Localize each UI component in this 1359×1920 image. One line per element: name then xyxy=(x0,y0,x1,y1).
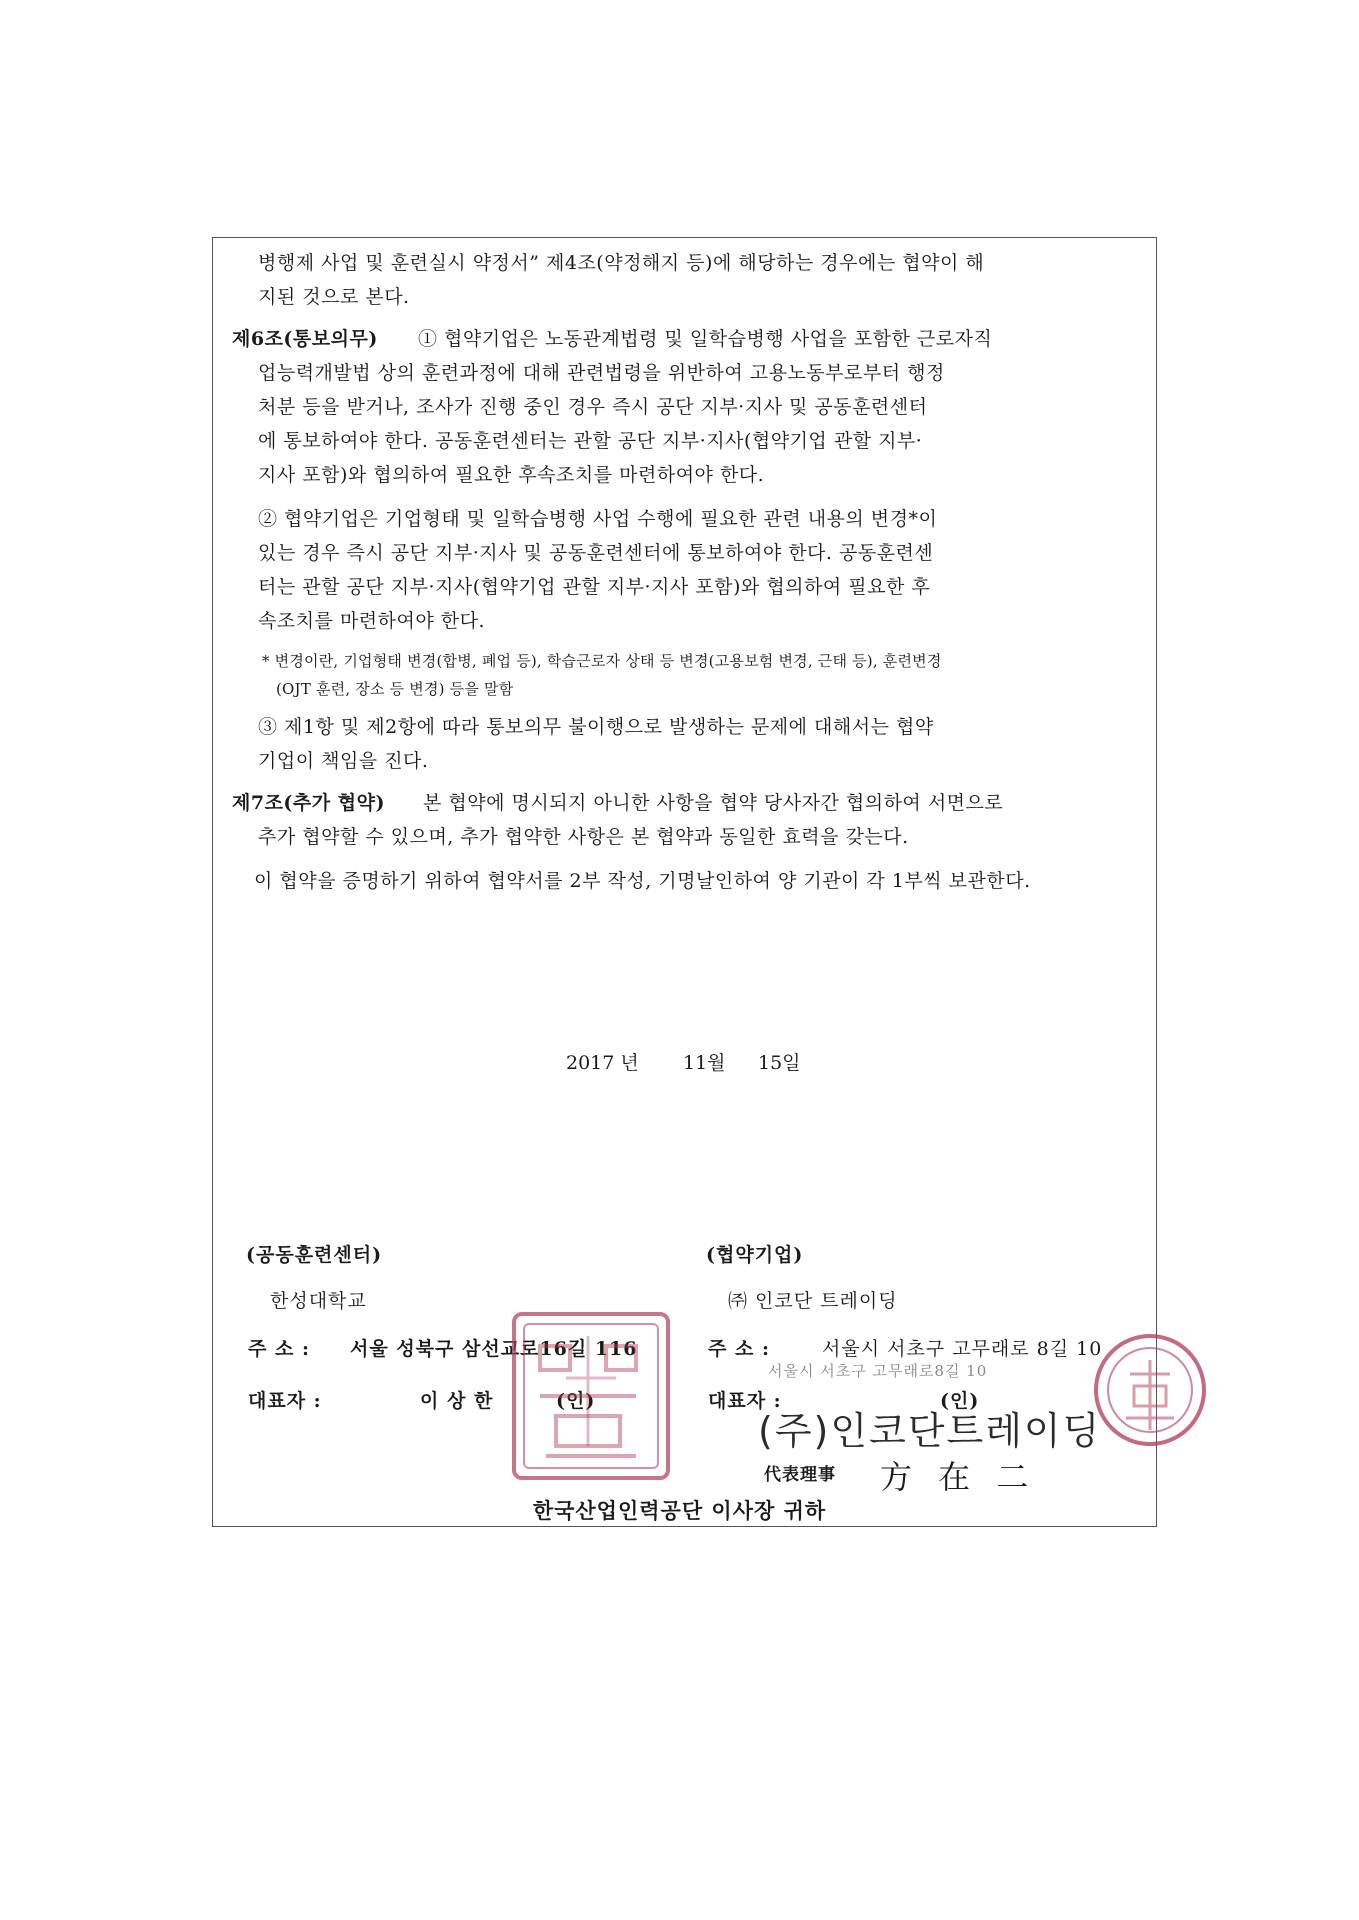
stamp-title: 代表理事 xyxy=(764,1465,836,1485)
right-seal-mark: (인) xyxy=(940,1390,980,1412)
article-6-p2-line-2: 있는 경우 즉시 공단 지부·지사 및 공동훈련센터에 통보하여야 한다. 공동훈련센 xyxy=(258,542,934,564)
continued-line-1: 병행제 사업 및 훈련실시 약정서” 제4조(약정해지 등)에 해당하는 경우에는 협약이 해 xyxy=(258,252,985,274)
right-rep-label: 대표자 : xyxy=(708,1390,782,1412)
article-6-p2-line-1: ② 협약기업은 기업형태 및 일학습병행 사업 수행에 필요한 관련 내용의 변경*이 xyxy=(258,508,938,530)
article-6-p2-line-4: 속조치를 마련하여야 한다. xyxy=(258,610,486,632)
article-6-p1-line-4: 에 통보하여야 한다. 공동훈련센터는 관할 공단 지부·지사(협약기업 관할 지부· xyxy=(258,430,923,452)
right-address-label: 주 소 : xyxy=(708,1338,770,1360)
left-address-label: 주 소 : xyxy=(248,1338,310,1360)
addressee-title: 한국산업인력공단 이사장 귀하 xyxy=(532,1498,827,1523)
left-seal-mark: (인) xyxy=(556,1390,596,1412)
right-party-name: ㈜ 인코단 트레이딩 xyxy=(728,1290,898,1312)
article-6-p3-line-2: 기업이 책임을 진다. xyxy=(258,750,429,772)
article-6-p1-line-2: 업능력개발법 상의 훈련과정에 대해 관련법령을 위반하여 고용노동부로부터 행정 xyxy=(258,362,945,384)
article-6-p1-line-5: 지사 포함)와 협의하여 필요한 후속조치를 마련하여야 한다. xyxy=(258,464,765,486)
stamp-address-faint: 서울시 서초구 고무래로8길 10 xyxy=(768,1362,988,1380)
date-day: 15일 xyxy=(758,1052,801,1074)
continued-line-2: 지된 것으로 본다. xyxy=(258,286,410,308)
article-7-line-1: 본 협약에 명시되지 아니한 사항을 협약 당사자간 협의하여 서면으로 xyxy=(423,792,1004,814)
date-year: 2017 년 xyxy=(566,1052,639,1074)
left-rep-label: 대표자 : xyxy=(248,1390,322,1412)
left-rep-name: 이 상 한 xyxy=(420,1390,494,1412)
left-party-name: 한성대학교 xyxy=(270,1290,367,1312)
article-6-p3-line-1: ③ 제1항 및 제2항에 따라 통보의무 불이행으로 발생하는 문제에 대해서는 협약 xyxy=(258,716,934,738)
university-seal xyxy=(506,1306,676,1486)
article-6-note-line-1: * 변경이란, 기업형태 변경(합병, 폐업 등), 학습근로자 상태 등 변경(고용보험 변경, 근태 등), 훈련변경 xyxy=(262,652,942,670)
company-seal xyxy=(1090,1330,1210,1450)
left-party-heading: (공동훈련센터) xyxy=(246,1244,383,1266)
stamp-rep-name: 方 在 二 xyxy=(880,1458,1037,1496)
article-7-title: 제7조(추가 협약) xyxy=(232,792,385,814)
article-6-p1-line-1: ① 협약기업은 노동관계법령 및 일학습병행 사업을 포함한 근로자직 xyxy=(418,328,993,350)
right-party-heading: (협약기업) xyxy=(706,1244,804,1266)
article-6-title: 제6조(통보의무) xyxy=(232,328,378,350)
article-6-note-line-2: (OJT 훈련, 장소 등 변경) 등을 말함 xyxy=(276,680,514,698)
closing-statement: 이 협약을 증명하기 위하여 협약서를 2부 작성, 기명날인하여 양 기관이 각 1부씩 보관한다. xyxy=(254,870,1031,892)
article-6-p2-line-3: 터는 관할 공단 지부·지사(협약기업 관할 지부·지사 포함)와 협의하여 필요한 후 xyxy=(258,576,931,598)
right-address: 서울시 서초구 고무래로 8길 10 xyxy=(822,1338,1103,1360)
left-address: 서울 성북구 삼선교로16길 116 xyxy=(350,1338,638,1360)
stamp-company-name: (주)인코단트레이딩 xyxy=(758,1409,1102,1453)
article-6-p1-line-3: 처분 등을 받거나, 조사가 진행 중인 경우 즉시 공단 지부·지사 및 공동훈련센터 xyxy=(258,396,928,418)
article-7-line-2: 추가 협약할 수 있으며, 추가 협약한 사항은 본 협약과 동일한 효력을 갖는다. xyxy=(258,826,909,848)
date-month: 11월 xyxy=(683,1052,726,1074)
